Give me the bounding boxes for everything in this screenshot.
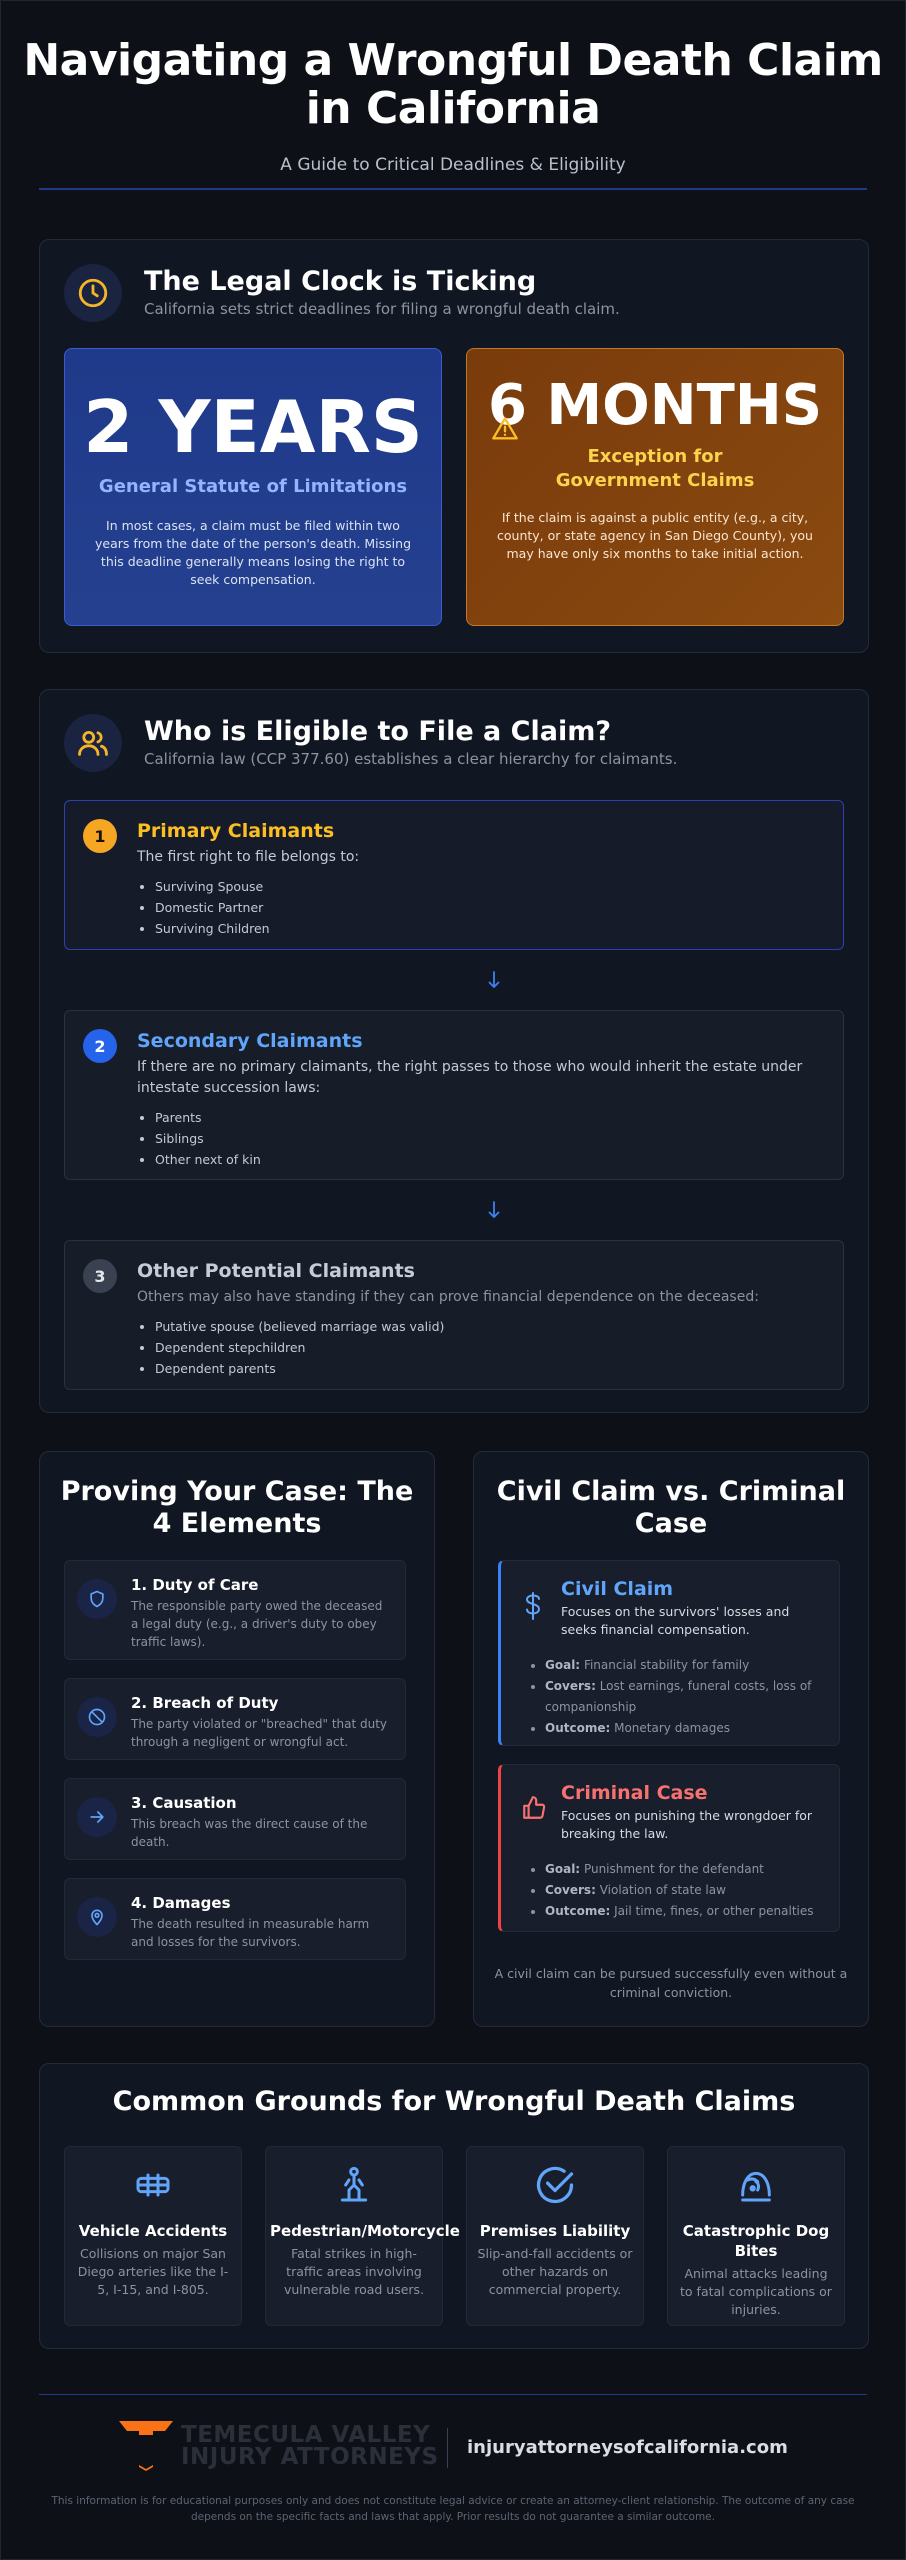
footer-separator (447, 2428, 448, 2468)
warning-icon (491, 415, 519, 447)
element-description: This breach was the direct cause of the death. (131, 1817, 368, 1849)
government-deadline-value: 6 MONTHS (487, 373, 823, 438)
ground-title: Catastrophic Dog Bites (682, 2222, 830, 2260)
ground-title: Premises Liability (479, 2222, 631, 2240)
criminal-case-details (527, 1859, 827, 1922)
tier-number-badge: 3 (83, 1259, 117, 1293)
list-item: • Surviving Spouse (155, 876, 819, 897)
list-item: • Other next of kin (155, 1149, 819, 1170)
element-description: The death resulted in measurable harm and losses for the survivors. (131, 1917, 370, 1949)
element-card (64, 1678, 406, 1760)
arrow-down-icon (488, 1200, 500, 1220)
government-deadline-card (466, 348, 844, 626)
element-description: The party violated or "breached" that duty through a negligent or wrongful act. (131, 1717, 388, 1749)
tier-number-badge: 2 (83, 1029, 117, 1063)
deadlines-description: California sets strict deadlines for filing a wrongful death claim. (144, 300, 620, 318)
government-deadline-body: If the claim is against a public entity (e.g., a city, county, or state agency in San Diego County), you may have only six months to take initial action. (497, 510, 813, 561)
civil-claim-card (498, 1560, 840, 1746)
tier-secondary (64, 1010, 844, 1180)
car-icon (65, 2161, 241, 2209)
eligibility-description: California law (CCP 377.60) establishes a clear hierarchy for claimants. (144, 750, 678, 768)
deadlines-section (39, 239, 869, 653)
element-title: 3. Causation (131, 1794, 237, 1812)
list-item: • Goal: Financial stability for family (545, 1655, 827, 1676)
list-item: • Outcome: Monetary damages (545, 1718, 827, 1739)
elements-title: Proving Your Case: The 4 Elements (60, 1476, 414, 1539)
element-card (64, 1878, 406, 1960)
general-deadline-label: General Statute of Limitations (98, 476, 408, 497)
tier-list (137, 876, 819, 939)
list-item: • Outcome: Jail time, fines, or other penalties (545, 1901, 827, 1922)
website-link[interactable]: injuryattorneysofcalifornia.com (467, 2437, 788, 2458)
clock-icon (64, 264, 122, 322)
tier-description: Others may also have standing if they can prove financial dependence on the deceased: (137, 1289, 759, 1305)
ground-card (667, 2146, 845, 2326)
tier-other (64, 1240, 844, 1390)
arrow-right-icon (77, 1797, 117, 1837)
dog-icon (668, 2161, 844, 2209)
legal-disclaimer: This information is for educational purposes only and does not constitute legal advice or create an attorney-client relationship. The outcome of any case depends on the specific facts and laws that apply. Prior results do not guarantee a similar outcome. (51, 2495, 855, 2523)
arrow-down-icon (488, 970, 500, 990)
shield-icon (77, 1579, 117, 1619)
ground-description: Fatal strikes in high-traffic areas involving vulnerable road users. (283, 2246, 425, 2297)
page-subtitle: A Guide to Critical Deadlines & Eligibility (280, 155, 626, 175)
ground-title: Pedestrian/Motorcycle (270, 2222, 460, 2240)
government-deadline-label: Exception for Government Claims (555, 446, 755, 491)
deadlines-title: The Legal Clock is Ticking (144, 266, 537, 297)
element-card (64, 1778, 406, 1860)
tier-title: Secondary Claimants (137, 1030, 363, 1052)
list-item: • Surviving Children (155, 918, 819, 939)
comparison-title: Civil Claim vs. Criminal Case (496, 1476, 846, 1539)
ground-description: Collisions on major San Diego arteries like the I-5, I-15, and I-805. (77, 2246, 229, 2297)
ground-card (64, 2146, 242, 2326)
comparison-note: A civil claim can be pursued successfully even without a criminal conviction. (494, 1966, 848, 2000)
ground-card (265, 2146, 460, 2326)
list-item: • Covers: Violation of state law (545, 1880, 827, 1901)
civil-claim-details (527, 1655, 827, 1739)
grounds-title: Common Grounds for Wrongful Death Claims (112, 2086, 796, 2117)
page-title: Navigating a Wrongful Death Claim in California (23, 35, 883, 134)
map-pin-icon (77, 1897, 117, 1937)
firm-logo-text: TEMECULA VALLEY INJURY ATTORNEYS (181, 2422, 439, 2470)
tier-title: Primary Claimants (137, 820, 335, 842)
element-description: The responsible party owed the deceased a legal duty (e.g., a driver's duty to obey traffic laws). (131, 1599, 383, 1649)
ground-description: Slip-and-fall accidents or other hazards on commercial property. (477, 2246, 633, 2297)
criminal-case-description: Focuses on punishing the wrongdoer for breaking the law. (561, 1808, 813, 1841)
ground-description: Animal attacks leading to fatal complications or injuries. (680, 2266, 832, 2317)
tier-description: The first right to file belongs to: (137, 849, 360, 865)
ban-icon (77, 1697, 117, 1737)
civil-claim-title: Civil Claim (561, 1578, 674, 1600)
tier-primary (64, 800, 844, 950)
general-deadline-card (64, 348, 442, 626)
ground-title: Vehicle Accidents (78, 2222, 228, 2240)
element-title: 1. Duty of Care (131, 1576, 259, 1594)
check-circle-icon (467, 2161, 643, 2209)
general-deadline-value: 2 YEARS (83, 385, 423, 469)
list-item: • Goal: Punishment for the defendant (545, 1859, 827, 1880)
person-walking-icon (266, 2161, 442, 2209)
firm-logo-mark-icon (119, 2421, 173, 2471)
list-item: • Siblings (155, 1128, 819, 1149)
grounds-section (39, 2063, 869, 2349)
dollar-icon (521, 1591, 545, 1625)
eligibility-section (39, 689, 869, 1413)
tier-list (137, 1107, 819, 1170)
list-item: • Covers: Lost earnings, funeral costs, loss of companionship (545, 1676, 827, 1718)
list-item: • Parents (155, 1107, 819, 1128)
tier-number-badge: 1 (83, 819, 117, 853)
footer-divider (39, 2394, 867, 2395)
ground-card (466, 2146, 644, 2326)
tier-list (137, 1316, 819, 1379)
list-item: • Putative spouse (believed marriage was valid) (155, 1316, 819, 1337)
tier-title: Other Potential Claimants (137, 1260, 415, 1282)
page-header (1, 1, 905, 175)
thumbs-up-icon (521, 1795, 547, 1825)
element-card (64, 1560, 406, 1660)
list-item: • Domestic Partner (155, 897, 819, 918)
element-title: 2. Breach of Duty (131, 1694, 279, 1712)
list-item: • Dependent parents (155, 1358, 819, 1379)
firm-logo (119, 2421, 439, 2471)
list-item: • Dependent stepchildren (155, 1337, 819, 1358)
elements-section (39, 1451, 435, 2027)
civil-vs-criminal-section (473, 1451, 869, 2027)
element-title: 4. Damages (131, 1894, 231, 1912)
general-deadline-body: In most cases, a claim must be filed within two years from the date of the person's death. Missing this deadline generally means losing the right to seek compensation. (94, 518, 412, 587)
eligibility-title: Who is Eligible to File a Claim? (144, 716, 611, 747)
criminal-case-title: Criminal Case (561, 1782, 708, 1804)
civil-claim-description: Focuses on the survivors' losses and seeks financial compensation. (561, 1604, 790, 1637)
header-divider (39, 188, 867, 190)
criminal-case-card (498, 1764, 840, 1932)
tier-description: If there are no primary claimants, the right passes to those who would inherit the estate under intestate succession laws: (137, 1059, 803, 1096)
users-icon (64, 714, 122, 772)
